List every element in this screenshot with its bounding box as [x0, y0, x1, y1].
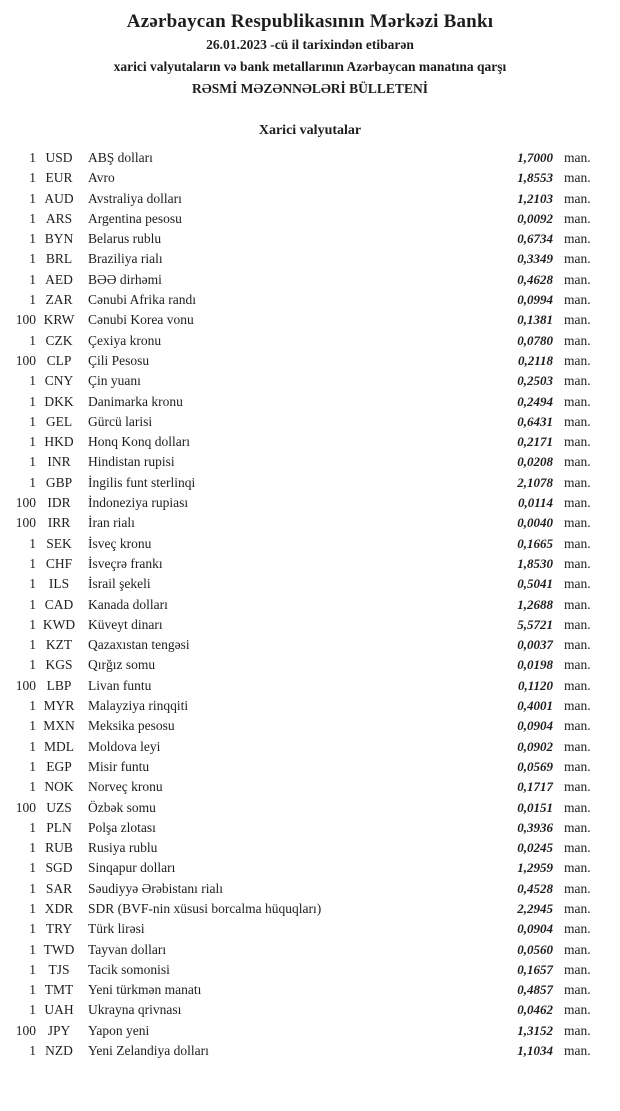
currency-name-cell: Səudiyyə Ərəbistanı rialı [88, 880, 223, 896]
currency-name-cell: Tacik somonisi [88, 961, 170, 977]
rate-value-cell: 0,6734 [517, 231, 553, 247]
currency-name-cell: Yeni Zelandiya dolları [88, 1043, 209, 1059]
unit-label-cell: man. [564, 190, 591, 206]
currency-code-cell: SEK [46, 535, 72, 551]
rate-value-cell: 0,0208 [517, 454, 553, 470]
unit-label-cell: man. [564, 292, 591, 308]
quantity-cell: 1 [29, 718, 36, 734]
unit-label-cell: man. [564, 454, 591, 470]
quantity-cell: 1 [29, 413, 36, 429]
table-row [0, 493, 620, 513]
table-row [0, 615, 620, 635]
currency-name-cell: Tayvan dolları [88, 941, 167, 957]
currency-code-cell: DKK [44, 393, 74, 409]
quantity-cell: 100 [15, 495, 36, 511]
currency-code-cell: INR [47, 454, 71, 470]
currency-code-cell: EUR [45, 170, 73, 186]
table-row [0, 838, 620, 858]
table-row [0, 148, 620, 168]
quantity-cell: 100 [15, 677, 36, 693]
quantity-cell: 1 [29, 921, 36, 937]
currency-code-cell: TJS [48, 961, 70, 977]
currency-code-cell: ILS [48, 576, 70, 592]
unit-label-cell: man. [564, 616, 591, 632]
table-row [0, 960, 620, 980]
unit-label-cell: man. [564, 718, 591, 734]
table-row [0, 879, 620, 899]
quantity-cell: 1 [29, 474, 36, 490]
quantity-cell: 1 [29, 698, 36, 714]
unit-label-cell: man. [564, 474, 591, 490]
currency-name-cell: Polşa zlotası [88, 819, 156, 835]
currency-name-cell: Danimarka kronu [88, 393, 183, 409]
quantity-cell: 1 [29, 535, 36, 551]
currency-name-cell: Honq Konq dolları [88, 434, 190, 450]
currency-code-cell: IRR [47, 515, 71, 531]
unit-label-cell: man. [564, 1022, 591, 1038]
table-row [0, 310, 620, 330]
currency-code-cell: GBP [45, 474, 73, 490]
table-row [0, 899, 620, 919]
quantity-cell: 100 [15, 312, 36, 328]
rate-value-cell: 0,0462 [517, 1002, 553, 1018]
rate-value-cell: 0,0560 [517, 941, 553, 957]
currency-code-cell: KZT [45, 637, 73, 653]
quantity-cell: 1 [29, 779, 36, 795]
rate-value-cell: 0,2494 [517, 393, 553, 409]
unit-label-cell: man. [564, 373, 591, 389]
subject-line: xarici valyutaların və bank metallarının Azərbaycan manatına qarşı [113, 59, 507, 74]
rate-value-cell: 0,5041 [517, 576, 553, 592]
quantity-cell: 1 [29, 434, 36, 450]
unit-label-cell: man. [564, 150, 591, 165]
currency-name-cell: Küveyt dinarı [88, 616, 163, 632]
currency-name-cell: Avstraliya dolları [88, 190, 182, 206]
rate-value-cell: 1,2959 [517, 860, 553, 876]
currency-name-cell: Rusiya rublu [88, 840, 158, 856]
unit-label-cell: man. [564, 413, 591, 429]
currency-name-cell: Braziliya rialı [88, 251, 163, 267]
rate-value-cell: 0,3936 [517, 819, 553, 835]
quantity-cell: 1 [29, 271, 36, 287]
table-row [0, 452, 620, 472]
rate-value-cell: 0,4857 [517, 982, 553, 998]
rate-value-cell: 0,1657 [517, 961, 553, 977]
currency-code-cell: EGP [46, 758, 72, 774]
rate-value-cell: 0,0245 [517, 840, 553, 856]
currency-name-cell: Livan funtu [88, 677, 152, 693]
currency-code-cell: KWD [42, 616, 76, 632]
rate-value-cell: 0,0198 [517, 657, 553, 673]
currency-code-cell: ZAR [45, 292, 73, 308]
unit-label-cell: man. [564, 170, 591, 186]
rate-value-cell: 0,6431 [517, 413, 553, 429]
quantity-cell: 1 [29, 1002, 36, 1018]
currency-name-cell: İsveç kronu [88, 535, 152, 551]
currency-name-cell: Malayziya rinqqiti [88, 698, 189, 714]
table-row [0, 473, 620, 493]
document-header [0, 0, 620, 100]
table-row [0, 249, 620, 269]
quantity-cell: 100 [15, 352, 36, 368]
table-row [0, 554, 620, 574]
unit-label-cell: man. [564, 210, 591, 226]
quantity-cell: 1 [29, 616, 36, 632]
rate-value-cell: 1,1034 [517, 1043, 553, 1059]
currency-code-cell: CLP [46, 352, 72, 368]
currency-name-cell: Argentina pesosu [88, 210, 182, 226]
currency-code-cell: UZS [46, 799, 72, 815]
currency-name-cell: Qazaxıstan tengəsi [88, 637, 190, 653]
currency-name-cell: Cənubi Afrika randı [88, 292, 196, 308]
unit-label-cell: man. [564, 840, 591, 856]
rate-value-cell: 0,0037 [517, 637, 553, 653]
currency-name-cell: Meksika pesosu [88, 718, 175, 734]
rate-value-cell: 0,1665 [517, 535, 553, 551]
currency-code-cell: NZD [45, 1043, 73, 1059]
currency-name-cell: ABŞ dolları [88, 150, 153, 165]
table-row [0, 818, 620, 838]
rate-value-cell: 0,3349 [517, 251, 553, 267]
table-row [0, 940, 620, 960]
rate-value-cell: 1,8553 [517, 170, 553, 186]
unit-label-cell: man. [564, 657, 591, 673]
effective-date-line: 26.01.2023 -cü il tarixindən etibarən [206, 37, 414, 52]
currency-name-cell: Yeni türkmən manatı [88, 982, 202, 998]
rate-value-cell: 0,0904 [517, 718, 553, 734]
rate-value-cell: 0,1120 [517, 677, 553, 693]
unit-label-cell: man. [564, 332, 591, 348]
table-row [0, 696, 620, 716]
currency-code-cell: KGS [45, 657, 73, 673]
rate-value-cell: 0,4528 [517, 880, 553, 896]
currency-name-cell: İngilis funt sterlinqi [88, 474, 196, 490]
currency-name-cell: İran rialı [88, 515, 135, 531]
currency-name-cell: Özbək somu [88, 799, 156, 815]
currency-name-cell: Gürcü larisi [88, 413, 153, 429]
bank-name-title: Azərbaycan Respublikasının Mərkəzi Bankı [126, 11, 494, 32]
table-row [0, 331, 620, 351]
currency-name-cell: Misir funtu [88, 758, 150, 774]
bulletin-title: RƏSMİ MƏZƏNNƏLƏRİ BÜLLETENİ [192, 81, 428, 96]
table-row [0, 432, 620, 452]
quantity-cell: 1 [29, 555, 36, 571]
unit-label-cell: man. [564, 819, 591, 835]
unit-label-cell: man. [564, 596, 591, 612]
table-row [0, 534, 620, 554]
currency-code-cell: CZK [45, 332, 73, 348]
table-row [0, 270, 620, 290]
quantity-cell: 1 [29, 576, 36, 592]
quantity-cell: 1 [29, 596, 36, 612]
table-row [0, 168, 620, 188]
quantity-cell: 1 [29, 393, 36, 409]
rate-value-cell: 0,1381 [517, 312, 553, 328]
rate-value-cell: 0,1717 [517, 779, 553, 795]
currency-code-cell: LBP [46, 677, 72, 693]
rate-value-cell: 0,0040 [517, 515, 553, 531]
table-row [0, 1000, 620, 1020]
rate-value-cell: 0,0569 [517, 758, 553, 774]
quantity-cell: 100 [15, 1022, 36, 1038]
table-row [0, 798, 620, 818]
currency-code-cell: CAD [44, 596, 74, 612]
currency-name-cell: SDR (BVF-nin xüsusi borcalma hüquqları) [88, 900, 322, 916]
currency-name-cell: Qırğız somu [88, 657, 156, 673]
unit-label-cell: man. [564, 251, 591, 267]
unit-label-cell: man. [564, 961, 591, 977]
unit-label-cell: man. [564, 921, 591, 937]
unit-label-cell: man. [564, 495, 591, 511]
rate-value-cell: 1,2688 [517, 596, 553, 612]
quantity-cell: 1 [29, 900, 36, 916]
currency-code-cell: MDL [44, 738, 74, 754]
currency-name-cell: Yapon yeni [88, 1022, 150, 1038]
table-row [0, 676, 620, 696]
rate-value-cell: 2,2945 [517, 900, 553, 916]
rate-value-cell: 0,0114 [517, 495, 553, 511]
quantity-cell: 1 [29, 637, 36, 653]
quantity-cell: 1 [29, 210, 36, 226]
currency-name-cell: Norveç kronu [88, 779, 163, 795]
rate-value-cell: 0,4001 [517, 698, 553, 714]
table-row [0, 1021, 620, 1041]
quantity-cell: 1 [29, 941, 36, 957]
quantity-cell: 100 [15, 515, 36, 531]
currency-code-cell: TWD [43, 941, 75, 957]
unit-label-cell: man. [564, 941, 591, 957]
quantity-cell: 1 [29, 1043, 36, 1059]
currency-code-cell: HKD [44, 434, 74, 450]
table-row [0, 919, 620, 939]
table-row [0, 1041, 620, 1061]
currency-code-cell: TMT [44, 982, 74, 998]
unit-label-cell: man. [564, 434, 591, 450]
quantity-cell: 1 [29, 961, 36, 977]
unit-label-cell: man. [564, 515, 591, 531]
rate-value-cell: 0,4628 [517, 271, 553, 287]
rate-value-cell: 0,0902 [517, 738, 553, 754]
table-row [0, 757, 620, 777]
currency-code-cell: IDR [47, 495, 71, 511]
currency-code-cell: SAR [45, 880, 73, 896]
currency-name-cell: Belarus rublu [88, 231, 162, 247]
table-row [0, 189, 620, 209]
unit-label-cell: man. [564, 880, 591, 896]
rate-value-cell: 2,1078 [517, 474, 553, 490]
unit-label-cell: man. [564, 779, 591, 795]
unit-label-cell: man. [564, 576, 591, 592]
rate-value-cell: 0,2503 [517, 373, 553, 389]
quantity-cell: 1 [29, 758, 36, 774]
unit-label-cell: man. [564, 698, 591, 714]
quantity-cell: 1 [29, 819, 36, 835]
currency-code-cell: AUD [44, 190, 74, 206]
currency-name-cell: Türk lirəsi [88, 921, 145, 937]
table-row [0, 777, 620, 797]
currency-name-cell: Çili Pesosu [88, 352, 150, 368]
section-title-foreign-currencies: Xarici valyutalar [258, 123, 362, 138]
table-row [0, 655, 620, 675]
currency-code-cell: BRL [45, 251, 73, 267]
exchange-rates-table [0, 148, 620, 1061]
unit-label-cell: man. [564, 271, 591, 287]
quantity-cell: 1 [29, 982, 36, 998]
rate-value-cell: 1,7000 [517, 150, 553, 165]
unit-label-cell: man. [564, 535, 591, 551]
unit-label-cell: man. [564, 352, 591, 368]
currency-name-cell: BƏƏ dirhəmi [88, 271, 162, 287]
rate-value-cell: 5,5721 [517, 616, 553, 632]
unit-label-cell: man. [564, 982, 591, 998]
currency-name-cell: Ukrayna qrivnası [88, 1002, 182, 1018]
unit-label-cell: man. [564, 799, 591, 815]
table-row [0, 980, 620, 1000]
quantity-cell: 100 [15, 799, 36, 815]
currency-name-cell: Çexiya kronu [88, 332, 162, 348]
currency-name-cell: Çin yuanı [88, 373, 141, 389]
currency-name-cell: İsveçrə frankı [88, 555, 163, 571]
quantity-cell: 1 [29, 251, 36, 267]
quantity-cell: 1 [29, 860, 36, 876]
unit-label-cell: man. [564, 555, 591, 571]
table-row [0, 595, 620, 615]
currency-code-cell: ARS [45, 210, 73, 226]
rate-value-cell: 1,2103 [517, 190, 553, 206]
table-row [0, 209, 620, 229]
currency-name-cell: Cənubi Korea vonu [88, 312, 194, 328]
unit-label-cell: man. [564, 900, 591, 916]
currency-code-cell: CHF [45, 555, 73, 571]
table-row [0, 371, 620, 391]
unit-label-cell: man. [564, 637, 591, 653]
table-row [0, 737, 620, 757]
currency-name-cell: Kanada dolları [88, 596, 168, 612]
currency-code-cell: MYR [43, 698, 75, 714]
quantity-cell: 1 [29, 150, 36, 165]
unit-label-cell: man. [564, 677, 591, 693]
quantity-cell: 1 [29, 454, 36, 470]
currency-name-cell: Sinqapur dolları [88, 860, 176, 876]
currency-code-cell: USD [45, 150, 73, 165]
quantity-cell: 1 [29, 170, 36, 186]
table-row [0, 513, 620, 533]
unit-label-cell: man. [564, 1043, 591, 1059]
currency-code-cell: XDR [44, 900, 74, 916]
rate-value-cell: 0,0780 [517, 332, 553, 348]
unit-label-cell: man. [564, 231, 591, 247]
currency-name-cell: Avro [88, 170, 115, 186]
currency-code-cell: GEL [45, 413, 73, 429]
quantity-cell: 1 [29, 332, 36, 348]
rate-value-cell: 0,0994 [517, 292, 553, 308]
quantity-cell: 1 [29, 840, 36, 856]
currency-code-cell: PLN [46, 819, 72, 835]
rate-value-cell: 0,0151 [517, 799, 553, 815]
table-row [0, 412, 620, 432]
currency-code-cell: BYN [44, 231, 74, 247]
currency-code-cell: MXN [43, 718, 75, 734]
table-row [0, 635, 620, 655]
unit-label-cell: man. [564, 312, 591, 328]
quantity-cell: 1 [29, 657, 36, 673]
currency-code-cell: RUB [45, 840, 73, 856]
table-row [0, 858, 620, 878]
table-row [0, 574, 620, 594]
currency-name-cell: Hindistan rupisi [88, 454, 175, 470]
unit-label-cell: man. [564, 393, 591, 409]
quantity-cell: 1 [29, 231, 36, 247]
currency-name-cell: İsrail şekeli [88, 576, 151, 592]
rate-value-cell: 0,0092 [517, 210, 553, 226]
unit-label-cell: man. [564, 738, 591, 754]
rate-value-cell: 0,2171 [517, 434, 553, 450]
currency-code-cell: AED [45, 271, 73, 287]
quantity-cell: 1 [29, 880, 36, 896]
currency-code-cell: UAH [44, 1002, 74, 1018]
table-row [0, 229, 620, 249]
currency-name-cell: Moldova leyi [88, 738, 161, 754]
currency-code-cell: JPY [47, 1022, 71, 1038]
quantity-cell: 1 [29, 738, 36, 754]
unit-label-cell: man. [564, 860, 591, 876]
rate-value-cell: 0,2118 [517, 352, 553, 368]
table-row [0, 716, 620, 736]
table-row [0, 392, 620, 412]
currency-code-cell: TRY [45, 921, 73, 937]
quantity-cell: 1 [29, 190, 36, 206]
currency-code-cell: NOK [44, 779, 74, 795]
currency-code-cell: CNY [44, 373, 74, 389]
unit-label-cell: man. [564, 1002, 591, 1018]
quantity-cell: 1 [29, 373, 36, 389]
currency-code-cell: KRW [43, 312, 75, 328]
unit-label-cell: man. [564, 758, 591, 774]
rate-value-cell: 1,8530 [517, 555, 553, 571]
currency-name-cell: İndoneziya rupiası [88, 495, 189, 511]
table-row [0, 351, 620, 371]
table-row [0, 290, 620, 310]
quantity-cell: 1 [29, 292, 36, 308]
currency-code-cell: SGD [45, 860, 73, 876]
rate-value-cell: 0,0904 [517, 921, 553, 937]
rate-value-cell: 1,3152 [517, 1022, 553, 1038]
